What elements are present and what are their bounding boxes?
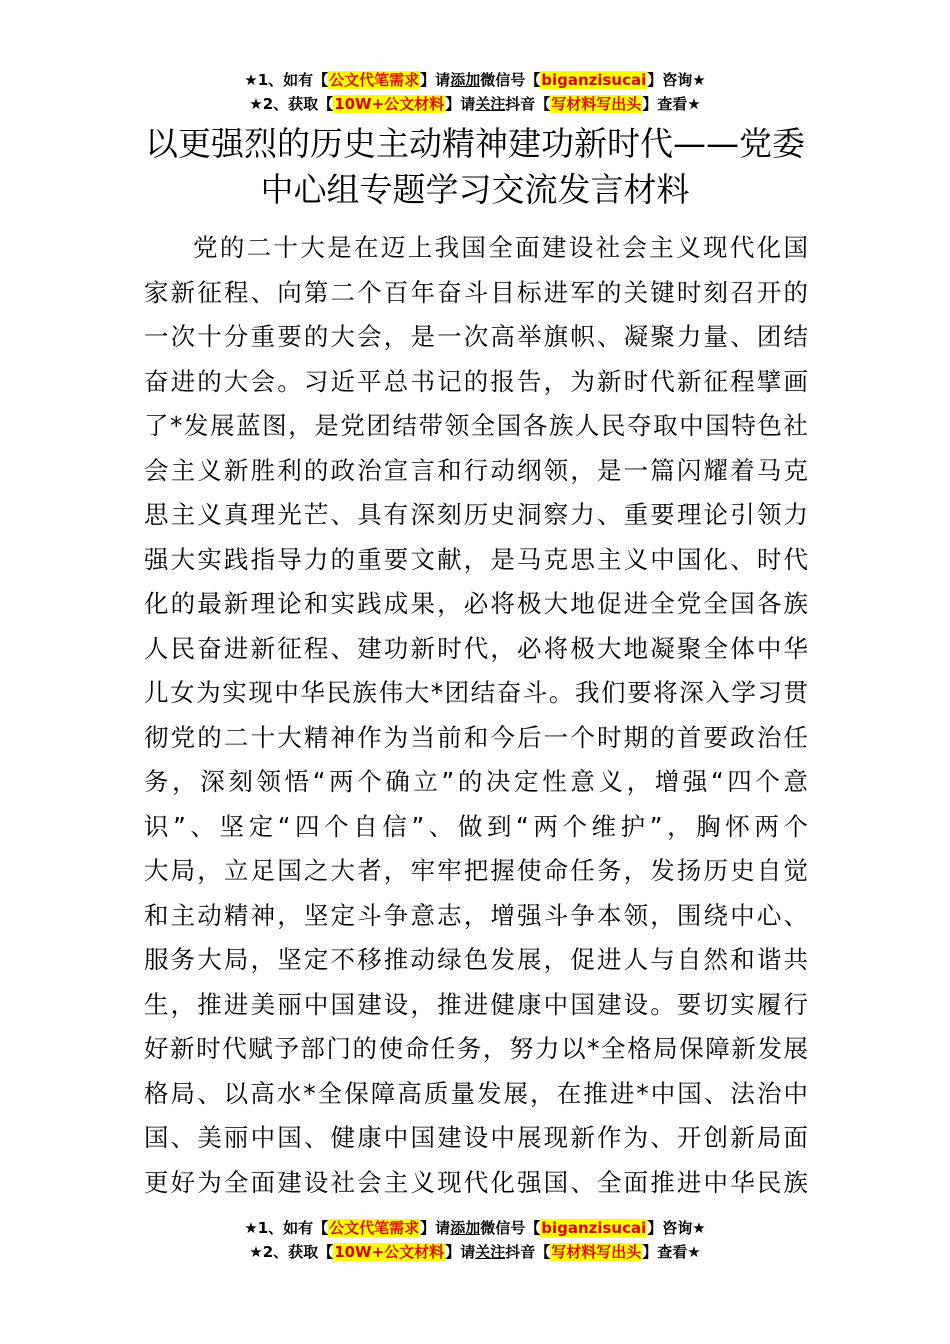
banner-emphasis: 关注 [475,1243,506,1261]
banner-emphasis: 添加 [450,71,481,89]
paragraph-line: 人民奋进新征程、建功新时代，必将极大地凝聚全体中华 [144,633,808,663]
banner-line-1 [0,1216,950,1240]
banner-highlight: 10W+公文材料 [334,95,445,113]
paragraph-line: 了*发展蓝图，是党团结带领全国各族人民夺取中国特色社 [144,411,808,440]
banner-text: 】请 [420,71,451,89]
paragraph-line: 党的二十大是在迈上我国全面建设社会主义现代化国 [193,233,808,262]
bottom-banner [0,1216,950,1264]
paragraph-line: 奋进的大会。习近平总书记的报告，为新时代新征程擘画 [144,366,808,396]
banner-text: 】咨询★ [647,1219,706,1237]
banner-text: ★1、如有【 [244,1219,329,1237]
banner-line-2 [0,1240,950,1264]
paragraph-line: 生，推进美丽中国建设，推进健康中国建设。要切实履行 [144,989,808,1019]
banner-highlight: biganzisucai [541,71,647,89]
banner-highlight: 10W+公文材料 [334,1243,445,1261]
banner-highlight: 写材料写出头 [551,95,642,113]
banner-text: 】咨询★ [647,71,706,89]
banner-highlight: 公文代笔需求 [329,1219,420,1237]
banner-emphasis: 添加 [450,1219,481,1237]
paragraph-line: 思主义真理光芒、具有深刻历史洞察力、重要理论引领力 [144,500,808,529]
banner-highlight: 公文代笔需求 [329,71,420,89]
banner-text: 微信号【 [480,1219,541,1237]
banner-text: 】查看★ [642,1243,701,1261]
paragraph-line: 家新征程、向第二个百年奋斗目标进军的关键时刻召开的 [144,277,808,307]
paragraph-line: 和主动精神，坚定斗争意志，增强斗争本领，围绕中心、 [144,900,808,930]
banner-text: 】查看★ [642,95,701,113]
banner-text: 抖音【 [505,1243,551,1261]
banner-line-2 [0,92,950,116]
banner-text: 】请 [445,95,476,113]
document-title: 以更强烈的历史主动精神建功新时代——党委中心组专题学习交流发言材料 [145,124,805,209]
paragraph-line: 国、美丽中国、健康中国建设中展现新作为、开创新局面 [144,1123,808,1152]
document-body [144,226,808,1205]
banner-text: ★2、获取【 [249,1243,334,1261]
banner-line-1 [0,68,950,92]
paragraph-line: 彻党的二十大精神作为当前和今后一个时期的首要政治任 [144,722,808,752]
paragraph-line: 强大实践指导力的重要文献，是马克思主义中国化、时代 [144,544,808,574]
paragraph-line: 一次十分重要的大会，是一次高举旗帜、凝聚力量、团结 [144,322,808,351]
banner-text: 】请 [420,1219,451,1237]
top-banner [0,68,950,116]
banner-text: 微信号【 [480,71,541,89]
paragraph-line: 格局、以高水*全保障高质量发展，在推进*中国、法治中 [144,1078,808,1108]
banner-highlight: 写材料写出头 [551,1243,642,1261]
banner-text: ★1、如有【 [244,71,329,89]
paragraph-line: 务，深刻领悟“两个确立”的决定性意义，增强“四个意 [144,767,808,796]
paragraph-line: 服务大局，坚定不移推动绿色发展，促进人与自然和谐共 [144,945,808,974]
paragraph-line: 识”、坚定“四个自信”、做到“两个维护”，胸怀两个 [144,811,808,841]
paragraph-line: 会主义新胜利的政治宣言和行动纲领，是一篇闪耀着马克 [144,455,808,485]
banner-emphasis: 关注 [475,95,506,113]
banner-text: 抖音【 [505,95,551,113]
paragraph-line: 好新时代赋予部门的使命任务，努力以*全格局保障新发展 [144,1034,808,1063]
banner-highlight: biganzisucai [541,1219,647,1237]
banner-text: ★2、获取【 [249,95,334,113]
paragraph-line: 儿女为实现中华民族伟大*团结奋斗。我们要将深入学习贯 [144,678,808,707]
paragraph-line: 大局，立足国之大者，牢牢把握使命任务，发扬历史自觉 [144,856,808,885]
banner-text: 】请 [445,1243,476,1261]
paragraph-line: 化的最新理论和实践成果，必将极大地促进全党全国各族 [144,589,808,618]
paragraph-line: 更好为全面建设社会主义现代化强国、全面推进中华民族 [144,1167,808,1197]
